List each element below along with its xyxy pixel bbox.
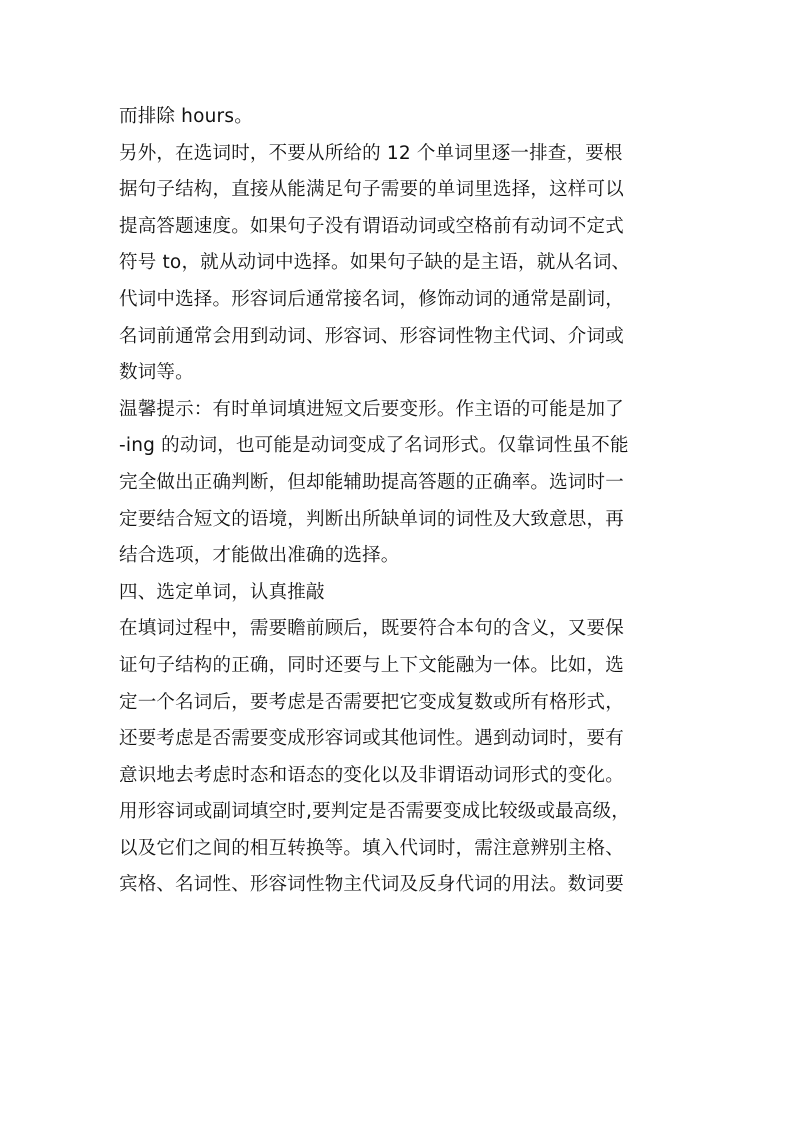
text-line: 证句子结构的正确，同时还要与上下文能融为一体。比如，选 xyxy=(119,654,624,676)
text-line: 提高答题速度。如果句子没有谓语动词或空格前有动词不定式 xyxy=(119,215,624,237)
document-body xyxy=(119,99,689,904)
text-line: 在填词过程中，需要瞻前顾后，既要符合本句的含义，又要保 xyxy=(119,618,624,640)
text-line: 代词中选择。形容词后通常接名词，修饰动词的通常是副词， xyxy=(119,288,624,310)
text-line: 还要考虑是否需要变成形容词或其他词性。遇到动词时，要有 xyxy=(119,728,624,750)
text-line: 宾格、名词性、形容词性物主代词及反身代词的用法。数词要 xyxy=(119,874,624,896)
text-line: 以及它们之间的相互转换等。填入代词时，需注意辨别主格、 xyxy=(119,837,624,859)
text-line: 符号 to，就从动词中选择。如果句子缺的是主语，就从名词、 xyxy=(119,252,631,274)
text-line: 用形容词或副词填空时,要判定是否需要变成比较级或最高级， xyxy=(119,801,630,823)
text-line: 温馨提示：有时单词填进短文后要变形。作主语的可能是加了 xyxy=(119,398,624,420)
text-line: 结合选项，才能做出准确的选择。 xyxy=(119,545,400,567)
text-line: 而排除 hours。 xyxy=(119,106,253,127)
section-heading: 四、选定单词，认真推敲 xyxy=(119,581,325,603)
text-line: 完全做出正确判断，但却能辅助提高答题的正确率。选词时一 xyxy=(119,471,624,493)
text-line: -ing 的动词，也可能是动词变成了名词形式。仅靠词性虽不能 xyxy=(119,435,629,457)
text-line: 名词前通常会用到动词、形容词、形容词性物主代词、介词或 xyxy=(119,325,624,347)
text-line: 另外，在选词时，不要从所给的 12 个单词里逐一排查，要根 xyxy=(119,142,623,164)
text-line: 定要结合短文的语境，判断出所缺单词的词性及大致意思，再 xyxy=(119,508,624,530)
text-line: 意识地去考虑时态和语态的变化以及非谓语动词形式的变化。 xyxy=(119,764,624,786)
text-line: 据句子结构，直接从能满足句子需要的单词里选择，这样可以 xyxy=(119,179,624,201)
text-line: 数词等。 xyxy=(119,362,194,384)
text-line: 定一个名词后，要考虑是否需要把它变成复数或所有格形式， xyxy=(119,691,624,713)
